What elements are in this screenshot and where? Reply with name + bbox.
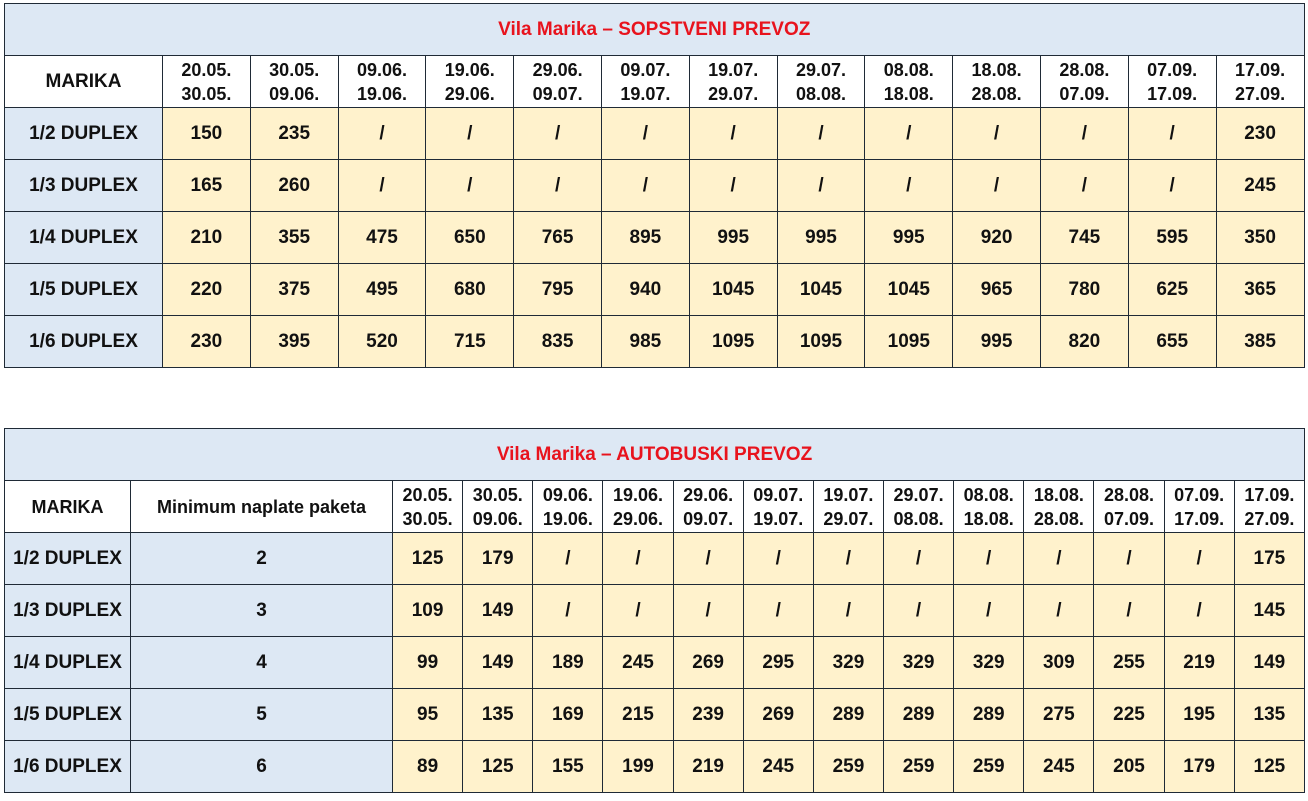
period-header <box>603 481 673 533</box>
minimum-packages: 5 <box>131 689 393 741</box>
table-row <box>5 533 1305 585</box>
price-cell: 125 <box>463 741 533 793</box>
price-cell: 365 <box>1216 264 1304 316</box>
price-cell: / <box>1164 533 1234 585</box>
price-cell: 235 <box>250 108 338 160</box>
price-cell: / <box>777 108 865 160</box>
price-cell: / <box>1094 533 1164 585</box>
price-cell: 965 <box>953 264 1041 316</box>
period-start: 09.06. <box>542 484 593 505</box>
price-cell: 329 <box>954 637 1024 689</box>
price-cell: 179 <box>1164 741 1234 793</box>
period-header <box>533 481 603 533</box>
period-start: 29.07. <box>893 484 944 505</box>
price-cell: 239 <box>673 689 743 741</box>
period-end: 30.05. <box>402 508 453 529</box>
period-end: 27.09. <box>1244 508 1295 529</box>
price-cell: 940 <box>601 264 689 316</box>
period-end: 09.07. <box>532 83 583 104</box>
period-start: 18.08. <box>971 59 1022 80</box>
price-cell: / <box>1128 108 1216 160</box>
price-cell: / <box>1024 585 1094 637</box>
price-cell: 1095 <box>777 316 865 368</box>
price-cell: 259 <box>954 741 1024 793</box>
period-end: 18.08. <box>963 508 1014 529</box>
price-cell: 835 <box>514 316 602 368</box>
price-cell: 995 <box>777 212 865 264</box>
period-start: 19.07. <box>708 59 759 80</box>
price-cell: / <box>338 108 426 160</box>
price-cell: 1045 <box>689 264 777 316</box>
period-end: 19.07. <box>620 83 671 104</box>
period-header <box>1128 56 1216 108</box>
price-cell: 149 <box>463 637 533 689</box>
price-cell: 109 <box>393 585 463 637</box>
price-cell: / <box>813 585 883 637</box>
period-header <box>1216 56 1304 108</box>
price-cell: / <box>865 108 953 160</box>
period-start: 28.08. <box>1103 484 1154 505</box>
price-cell: / <box>954 585 1024 637</box>
period-start: 29.07. <box>795 59 846 80</box>
period-header <box>673 481 743 533</box>
table-title-row <box>5 429 1305 481</box>
period-end: 08.08. <box>795 83 846 104</box>
price-table-sopstveni-prevoz <box>4 3 1305 368</box>
price-cell: 135 <box>1234 689 1304 741</box>
price-cell: / <box>883 533 953 585</box>
price-cell: 255 <box>1094 637 1164 689</box>
price-cell: / <box>689 160 777 212</box>
price-cell: / <box>426 108 514 160</box>
price-cell: 655 <box>1128 316 1216 368</box>
room-type-label: 1/3 DUPLEX <box>5 585 131 637</box>
period-start: 20.05. <box>181 59 232 80</box>
table-row <box>5 108 1305 160</box>
table-row <box>5 741 1305 793</box>
price-cell: 355 <box>250 212 338 264</box>
period-header <box>865 56 953 108</box>
price-cell: / <box>954 533 1024 585</box>
period-end: 29.06. <box>612 508 664 529</box>
table-title: Vila Marika – AUTOBUSKI PREVOZ <box>5 429 1305 481</box>
price-cell: 385 <box>1216 316 1304 368</box>
price-cell: 145 <box>1234 585 1304 637</box>
price-cell: 169 <box>533 689 603 741</box>
price-cell: 309 <box>1024 637 1094 689</box>
period-end: 29.07. <box>708 83 759 104</box>
price-cell: 1045 <box>777 264 865 316</box>
price-cell: / <box>1094 585 1164 637</box>
price-cell: 165 <box>163 160 251 212</box>
price-cell: 225 <box>1094 689 1164 741</box>
period-end: 29.06. <box>444 83 495 104</box>
price-cell: 245 <box>1216 160 1304 212</box>
price-cell: 259 <box>883 741 953 793</box>
price-cell: / <box>673 533 743 585</box>
period-header <box>463 481 533 533</box>
table-row <box>5 212 1305 264</box>
period-end: 19.06. <box>356 83 408 104</box>
price-cell: / <box>603 533 673 585</box>
price-cell: 625 <box>1128 264 1216 316</box>
price-cell: / <box>1040 160 1128 212</box>
period-header <box>393 481 463 533</box>
price-cell: 230 <box>163 316 251 368</box>
period-start: 19.06. <box>612 484 664 505</box>
price-cell: 1045 <box>865 264 953 316</box>
price-cell: 175 <box>1234 533 1304 585</box>
price-cell: 780 <box>1040 264 1128 316</box>
price-cell: 245 <box>1024 741 1094 793</box>
period-start: 08.08. <box>883 59 934 80</box>
period-end: 28.08. <box>1033 508 1084 529</box>
period-start: 09.06. <box>356 59 408 80</box>
price-cell: / <box>426 160 514 212</box>
period-header <box>1164 481 1234 533</box>
minimum-packages: 3 <box>131 585 393 637</box>
period-end: 09.06. <box>269 83 320 104</box>
period-end: 07.09. <box>1059 83 1110 104</box>
period-start: 08.08. <box>963 484 1014 505</box>
table-row <box>5 585 1305 637</box>
period-end: 27.09. <box>1235 83 1286 104</box>
period-start: 07.09. <box>1174 484 1225 505</box>
period-end: 30.05. <box>181 83 232 104</box>
price-cell: 219 <box>1164 637 1234 689</box>
price-cell: 215 <box>603 689 673 741</box>
period-start: 17.09. <box>1244 484 1295 505</box>
price-cell: / <box>953 108 1041 160</box>
table-row <box>5 316 1305 368</box>
price-cell: 495 <box>338 264 426 316</box>
price-cell: / <box>601 160 689 212</box>
period-header <box>1094 481 1164 533</box>
period-header <box>743 481 813 533</box>
period-start: 09.07. <box>753 484 804 505</box>
table-row <box>5 160 1305 212</box>
price-cell: 210 <box>163 212 251 264</box>
period-header <box>163 56 251 108</box>
price-cell: 520 <box>338 316 426 368</box>
price-cell: 375 <box>250 264 338 316</box>
table-row <box>5 637 1305 689</box>
period-header <box>689 56 777 108</box>
period-end: 17.09. <box>1147 83 1198 104</box>
period-end: 07.09. <box>1103 508 1154 529</box>
price-cell: 985 <box>601 316 689 368</box>
price-cell: 745 <box>1040 212 1128 264</box>
room-type-label: 1/5 DUPLEX <box>5 689 131 741</box>
price-cell: 125 <box>393 533 463 585</box>
price-cell: 820 <box>1040 316 1128 368</box>
price-cell: 295 <box>743 637 813 689</box>
price-cell: 245 <box>743 741 813 793</box>
price-cell: / <box>689 108 777 160</box>
period-header <box>954 481 1024 533</box>
price-cell: 475 <box>338 212 426 264</box>
price-cell: / <box>743 533 813 585</box>
minimum-header: Minimum naplate paketa <box>131 481 393 533</box>
price-cell: 795 <box>514 264 602 316</box>
price-cell: 329 <box>813 637 883 689</box>
price-cell: / <box>514 108 602 160</box>
price-cell: 205 <box>1094 741 1164 793</box>
price-cell: / <box>533 585 603 637</box>
price-cell: 99 <box>393 637 463 689</box>
price-cell: 650 <box>426 212 514 264</box>
price-cell: 125 <box>1234 741 1304 793</box>
period-start: 17.09. <box>1235 59 1286 80</box>
period-header <box>514 56 602 108</box>
period-start: 30.05. <box>269 59 320 80</box>
period-start: 30.05. <box>472 484 523 505</box>
period-end: 08.08. <box>893 508 944 529</box>
price-cell: 595 <box>1128 212 1216 264</box>
price-cell: / <box>883 585 953 637</box>
price-cell: 395 <box>250 316 338 368</box>
room-type-label: 1/2 DUPLEX <box>5 533 131 585</box>
period-end: 28.08. <box>971 83 1022 104</box>
period-header <box>601 56 689 108</box>
period-header <box>1234 481 1304 533</box>
period-start: 28.08. <box>1059 59 1110 80</box>
period-header <box>777 56 865 108</box>
price-cell: 89 <box>393 741 463 793</box>
period-end: 18.08. <box>883 83 934 104</box>
room-type-label: 1/6 DUPLEX <box>5 316 163 368</box>
price-cell: 199 <box>603 741 673 793</box>
price-cell: 1095 <box>689 316 777 368</box>
period-end: 17.09. <box>1174 508 1225 529</box>
period-start: 09.07. <box>620 59 671 80</box>
price-cell: 95 <box>393 689 463 741</box>
price-cell: 245 <box>603 637 673 689</box>
price-cell: 189 <box>533 637 603 689</box>
price-cell: / <box>1024 533 1094 585</box>
period-header <box>250 56 338 108</box>
price-cell: 195 <box>1164 689 1234 741</box>
minimum-packages: 4 <box>131 637 393 689</box>
room-type-label: 1/4 DUPLEX <box>5 212 163 264</box>
minimum-packages: 2 <box>131 533 393 585</box>
price-cell: 220 <box>163 264 251 316</box>
price-cell: / <box>743 585 813 637</box>
period-end: 19.07. <box>753 508 804 529</box>
period-start: 18.08. <box>1033 484 1084 505</box>
price-cell: / <box>1128 160 1216 212</box>
price-cell: 765 <box>514 212 602 264</box>
price-cell: 149 <box>463 585 533 637</box>
price-cell: 289 <box>883 689 953 741</box>
table-title: Vila Marika – SOPSTVENI PREVOZ <box>5 4 1305 56</box>
price-cell: / <box>1164 585 1234 637</box>
price-cell: 350 <box>1216 212 1304 264</box>
price-cell: / <box>603 585 673 637</box>
period-end: 09.07. <box>683 508 734 529</box>
price-cell: 920 <box>953 212 1041 264</box>
price-cell: 269 <box>743 689 813 741</box>
corner-header: MARIKA <box>5 481 131 533</box>
period-header <box>813 481 883 533</box>
price-cell: 1095 <box>865 316 953 368</box>
period-header <box>883 481 953 533</box>
price-cell: 269 <box>673 637 743 689</box>
price-cell: 895 <box>601 212 689 264</box>
price-cell: / <box>601 108 689 160</box>
corner-header: MARIKA <box>5 56 163 108</box>
period-start: 19.06. <box>444 59 495 80</box>
minimum-packages: 6 <box>131 741 393 793</box>
price-cell: / <box>338 160 426 212</box>
price-cell: 219 <box>673 741 743 793</box>
price-cell: 179 <box>463 533 533 585</box>
period-end: 19.06. <box>542 508 593 529</box>
table-row <box>5 689 1305 741</box>
price-cell: 289 <box>813 689 883 741</box>
price-cell: 149 <box>1234 637 1304 689</box>
price-cell: / <box>865 160 953 212</box>
price-cell: 680 <box>426 264 514 316</box>
table-header-row <box>5 481 1305 533</box>
price-cell: 995 <box>689 212 777 264</box>
price-table-autobuski-prevoz <box>4 428 1305 793</box>
price-cell: / <box>1040 108 1128 160</box>
period-start: 07.09. <box>1147 59 1198 80</box>
price-cell: / <box>533 533 603 585</box>
price-cell: 275 <box>1024 689 1094 741</box>
period-end: 29.07. <box>823 508 874 529</box>
table-row <box>5 264 1305 316</box>
table-title-row <box>5 4 1305 56</box>
period-start: 29.06. <box>683 484 734 505</box>
room-type-label: 1/5 DUPLEX <box>5 264 163 316</box>
room-type-label: 1/3 DUPLEX <box>5 160 163 212</box>
period-start: 19.07. <box>823 484 874 505</box>
room-type-label: 1/6 DUPLEX <box>5 741 131 793</box>
price-cell: / <box>514 160 602 212</box>
period-start: 29.06. <box>532 59 583 80</box>
price-cell: / <box>673 585 743 637</box>
period-start: 20.05. <box>402 484 453 505</box>
price-cell: 289 <box>954 689 1024 741</box>
period-header <box>338 56 426 108</box>
period-header <box>1024 481 1094 533</box>
price-cell: 995 <box>953 316 1041 368</box>
price-cell: 155 <box>533 741 603 793</box>
price-cell: 260 <box>250 160 338 212</box>
period-header <box>953 56 1041 108</box>
period-end: 09.06. <box>472 508 523 529</box>
price-cell: / <box>777 160 865 212</box>
room-type-label: 1/2 DUPLEX <box>5 108 163 160</box>
price-cell: 230 <box>1216 108 1304 160</box>
period-header <box>426 56 514 108</box>
price-cell: / <box>813 533 883 585</box>
price-cell: / <box>953 160 1041 212</box>
price-cell: 135 <box>463 689 533 741</box>
price-cell: 329 <box>883 637 953 689</box>
table-header-row <box>5 56 1305 108</box>
room-type-label: 1/4 DUPLEX <box>5 637 131 689</box>
price-cell: 715 <box>426 316 514 368</box>
price-cell: 259 <box>813 741 883 793</box>
period-header <box>1040 56 1128 108</box>
price-cell: 995 <box>865 212 953 264</box>
price-cell: 150 <box>163 108 251 160</box>
